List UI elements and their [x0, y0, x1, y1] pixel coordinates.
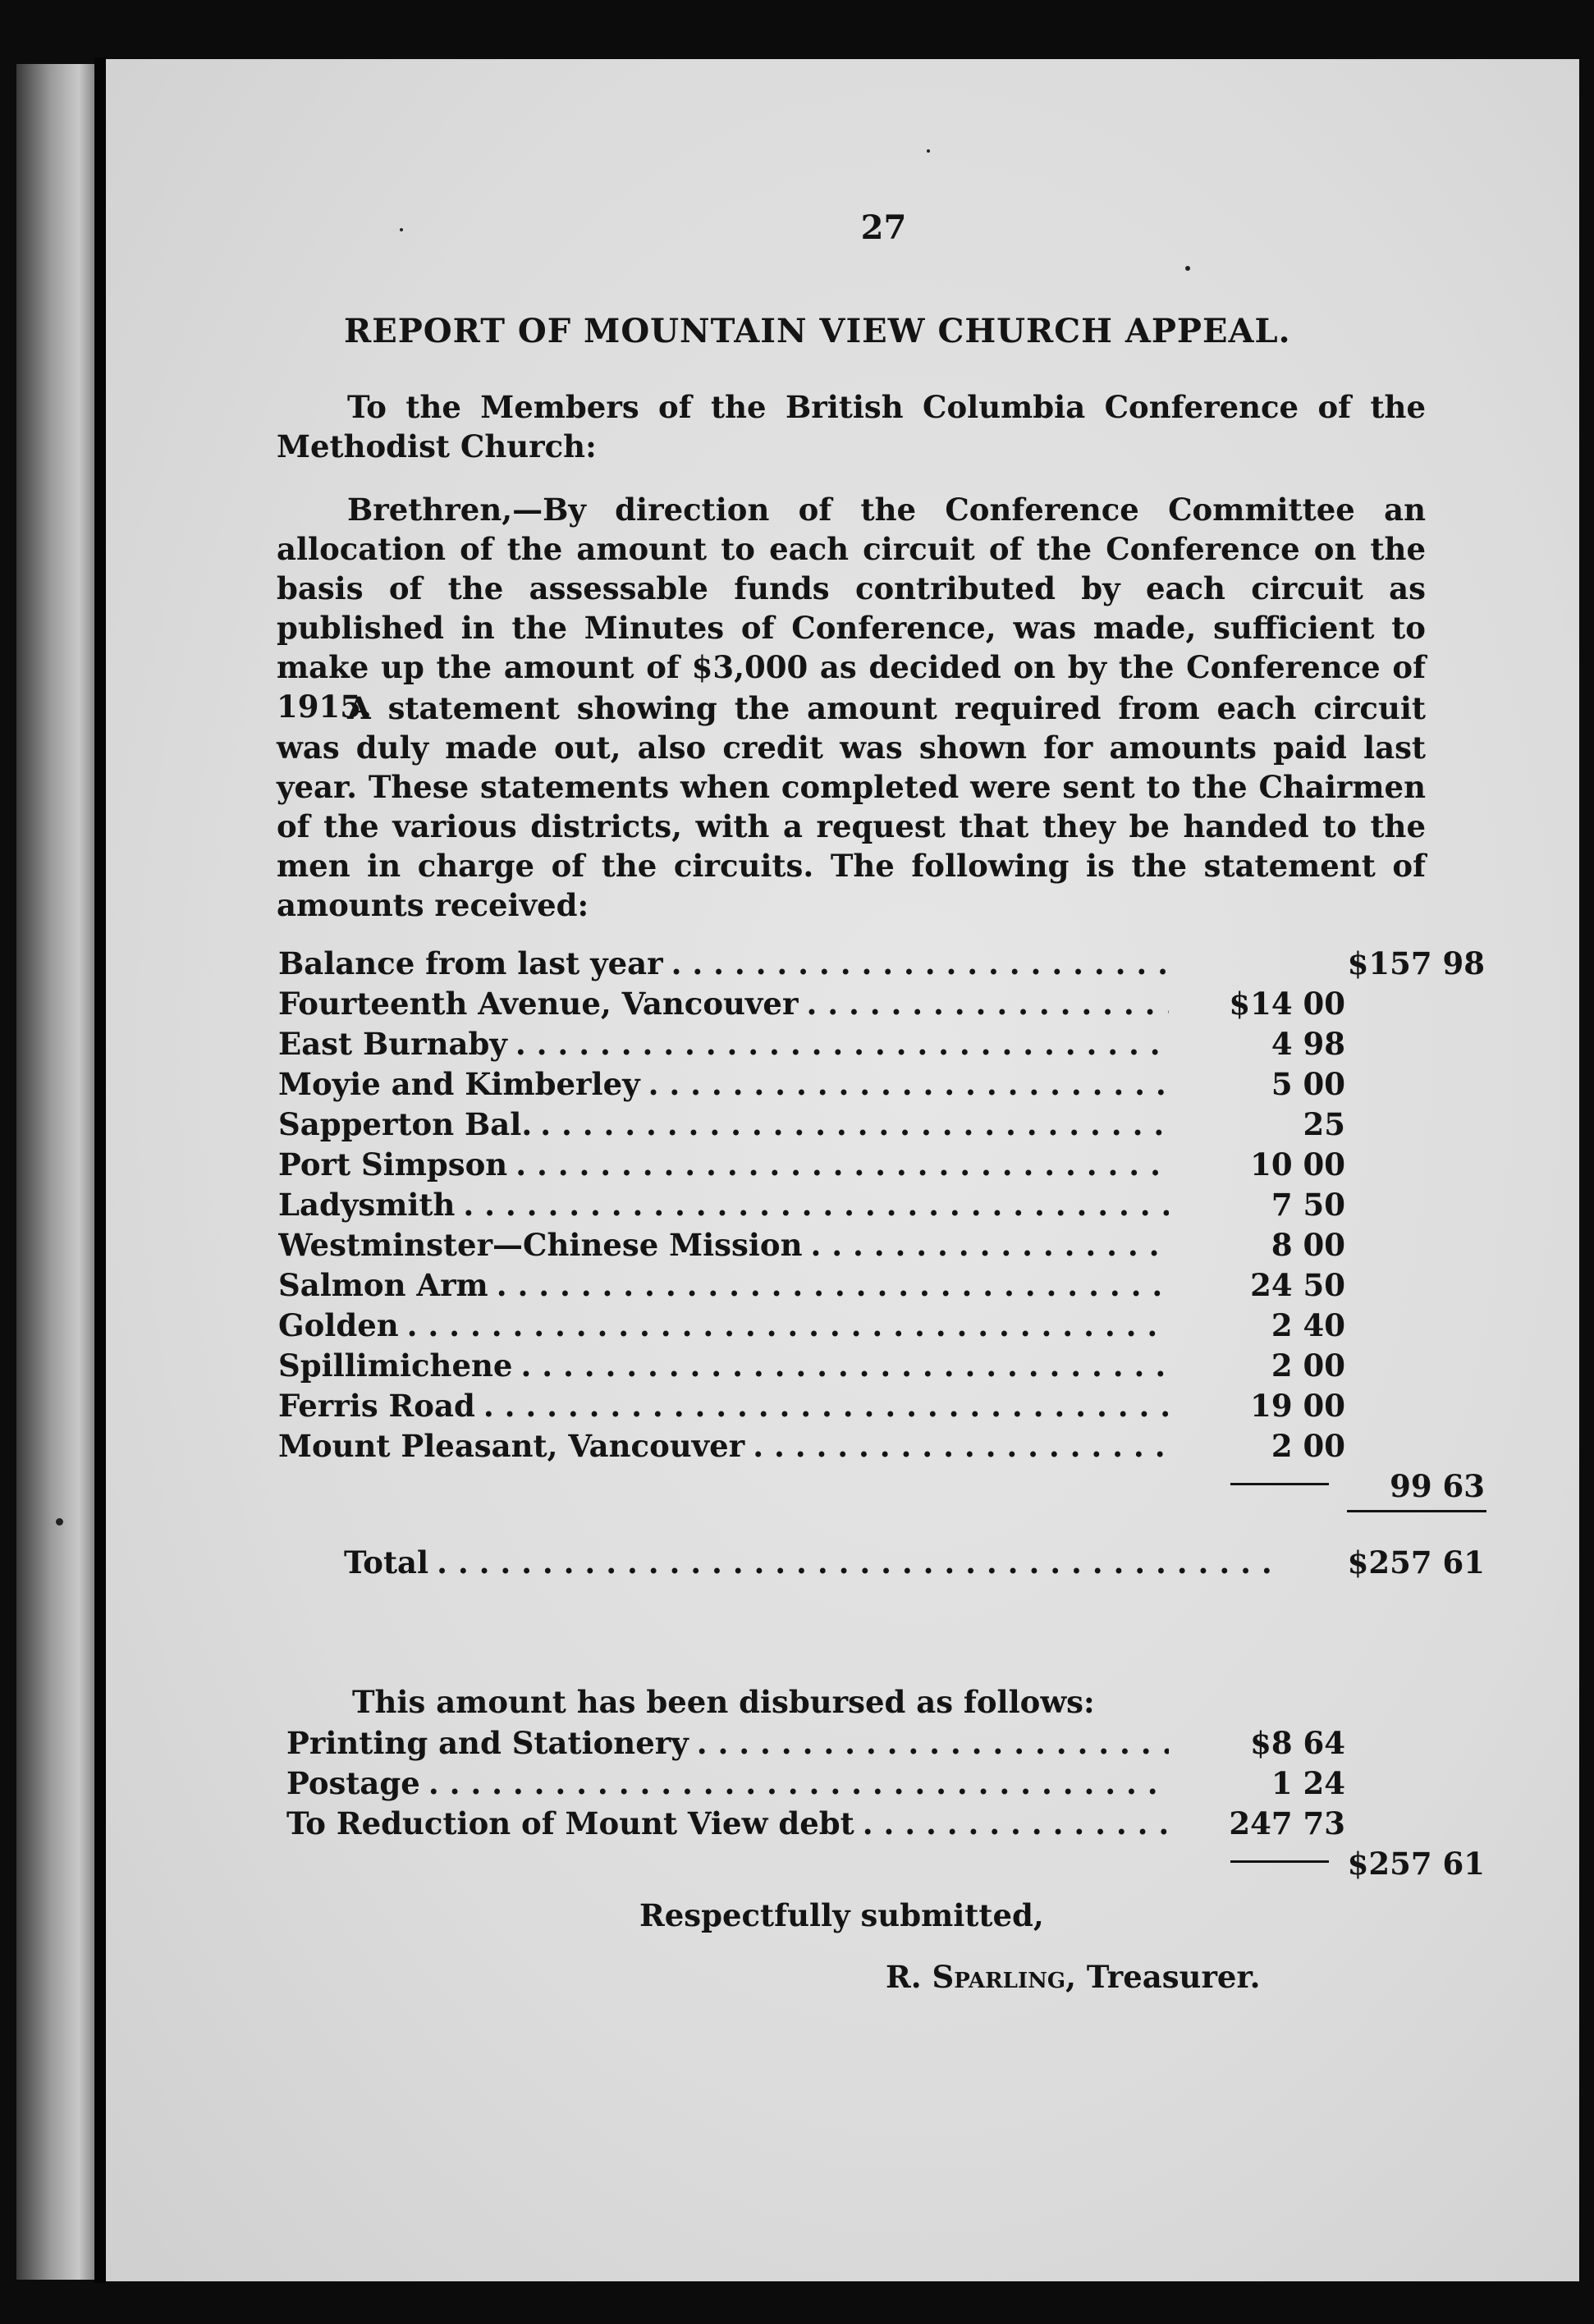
ledger-row — [278, 1347, 1452, 1388]
facing-page-edge — [16, 64, 94, 2280]
ledger-label: Westminster—Chinese Mission — [278, 1227, 803, 1263]
book-gutter — [94, 57, 106, 2283]
disbursements-ledger — [286, 1725, 1485, 1886]
ledger-amount: 2 40 — [1271, 1307, 1345, 1343]
ledger-label: Port Simpson — [278, 1146, 508, 1183]
ledger-label: Fourteenth Avenue, Vancouver — [278, 986, 799, 1022]
ledger-label: Ferris Road — [278, 1388, 475, 1424]
dot-leader — [483, 1388, 1169, 1424]
ledger-row-total — [278, 1544, 1485, 1585]
treasurer-name: R. Sparling — [886, 1959, 1066, 1995]
ledger-label: To Reduction of Mount View debt — [286, 1805, 854, 1841]
ledger-row-spacer — [278, 1508, 1452, 1544]
ledger-amount: $8 64 — [1250, 1725, 1345, 1761]
ledger-amount: 24 50 — [1250, 1267, 1345, 1303]
signature — [886, 1959, 1260, 1995]
report-title: REPORT OF MOUNTAIN VIEW CHURCH APPEAL. — [344, 312, 1291, 350]
ledger-amount: $14 00 — [1229, 986, 1345, 1022]
dot-leader — [810, 1227, 1169, 1263]
ledger-amount: 19 00 — [1250, 1388, 1345, 1424]
ledger-label: Mount Pleasant, Vancouver — [278, 1428, 745, 1464]
ledger-label: Postage — [286, 1765, 420, 1801]
subtotal-rule — [1230, 1483, 1329, 1485]
ledger-row — [278, 1307, 1452, 1347]
treasurer-role: , Treasurer. — [1065, 1959, 1261, 1995]
ledger-label: Spillimichene — [278, 1347, 513, 1384]
dot-leader — [806, 986, 1169, 1022]
ledger-row-balance — [278, 945, 1485, 986]
disbursement-row — [286, 1805, 1452, 1846]
dot-leader — [671, 945, 1169, 981]
ledger-amount: 1 24 — [1271, 1765, 1345, 1801]
receipts-ledger — [278, 945, 1485, 1585]
ledger-label: Printing and Stationery — [286, 1725, 689, 1761]
page-number: 27 — [860, 208, 907, 247]
dot-leader — [437, 1544, 1280, 1581]
ledger-amount: 2 00 — [1271, 1428, 1345, 1464]
dot-leader — [407, 1307, 1169, 1343]
ledger-row — [278, 1187, 1452, 1227]
ledger-amount: 10 00 — [1250, 1146, 1345, 1183]
ledger-row — [278, 1066, 1452, 1106]
paragraph-statement: A statement showing the amount required from each circuit was duly made out, also credit was shown for amounts paid last year. These statements when completed were sent to the Chairmen of the various districts, with a request that they be handed to the men in charge of the circuits. The following is the statement of amounts received: — [277, 690, 1426, 923]
speck — [927, 149, 930, 153]
speck — [56, 1518, 63, 1526]
ledger-label: Moyie and Kimberley — [278, 1066, 640, 1102]
total-amount: $257 61 — [1347, 1544, 1485, 1581]
disbursement-total-row — [286, 1846, 1485, 1886]
dot-leader — [463, 1187, 1169, 1223]
ledger-row — [278, 1388, 1452, 1428]
disbursement-row — [286, 1765, 1452, 1805]
disbursement-total: $257 61 — [1347, 1846, 1485, 1882]
ledger-row — [278, 1106, 1452, 1146]
salutation: To the Members of the British Columbia Conference of the Methodist Church: — [277, 389, 1426, 464]
ledger-label: Balance from last year — [278, 945, 663, 981]
ledger-label: Sapperton Bal. — [278, 1106, 533, 1142]
ledger-amount: 7 50 — [1271, 1187, 1345, 1223]
ledger-label: Salmon Arm — [278, 1267, 488, 1303]
ledger-amount: 8 00 — [1271, 1227, 1345, 1263]
document-page — [106, 59, 1579, 2281]
total-rule — [1347, 1510, 1486, 1512]
ledger-row — [278, 1146, 1452, 1187]
total-label: Total — [344, 1544, 429, 1581]
ledger-amount: 2 00 — [1271, 1347, 1345, 1384]
ledger-row-subtotal — [278, 1468, 1485, 1508]
ledger-row — [278, 1227, 1452, 1267]
dot-leader — [540, 1106, 1169, 1142]
dot-leader — [697, 1725, 1169, 1761]
disbursement-rule — [1230, 1860, 1329, 1863]
dot-leader — [520, 1347, 1169, 1384]
disbursement-row — [286, 1725, 1452, 1765]
speck — [1185, 266, 1190, 271]
ledger-amount: 4 98 — [1271, 1026, 1345, 1062]
dot-leader — [863, 1805, 1169, 1841]
ledger-amount: $157 98 — [1347, 945, 1485, 981]
dot-leader — [648, 1066, 1169, 1102]
ledger-row — [278, 1026, 1452, 1066]
dot-leader — [515, 1026, 1169, 1062]
closing-line: Respectfully submitted, — [639, 1897, 1044, 1933]
ledger-row — [278, 1267, 1452, 1307]
ledger-label: Golden — [278, 1307, 399, 1343]
ledger-amount: 247 73 — [1229, 1805, 1345, 1841]
dot-leader — [753, 1428, 1169, 1464]
ledger-row — [278, 1428, 1452, 1468]
ledger-label: Ladysmith — [278, 1187, 456, 1223]
dot-leader — [497, 1267, 1169, 1303]
disbursement-heading: This amount has been disbursed as follows: — [352, 1684, 1095, 1720]
ledger-amount: 25 — [1303, 1106, 1345, 1142]
dot-leader — [428, 1765, 1169, 1801]
ledger-row — [278, 986, 1452, 1026]
subtotal-amount: 99 63 — [1390, 1468, 1485, 1504]
paragraph-allocation: Brethren,—By direction of the Conference Committee an allocation of the amount to each circuit of the Conference on the basis of the assessable funds contributed by each circuit as published in the Minutes of Conference, was made, sufficient to make up the amount of $3,000 as decided on by the Conference of 1915. — [277, 492, 1426, 725]
ledger-label: East Burnaby — [278, 1026, 507, 1062]
dot-leader — [515, 1146, 1169, 1183]
ledger-amount: 5 00 — [1271, 1066, 1345, 1102]
